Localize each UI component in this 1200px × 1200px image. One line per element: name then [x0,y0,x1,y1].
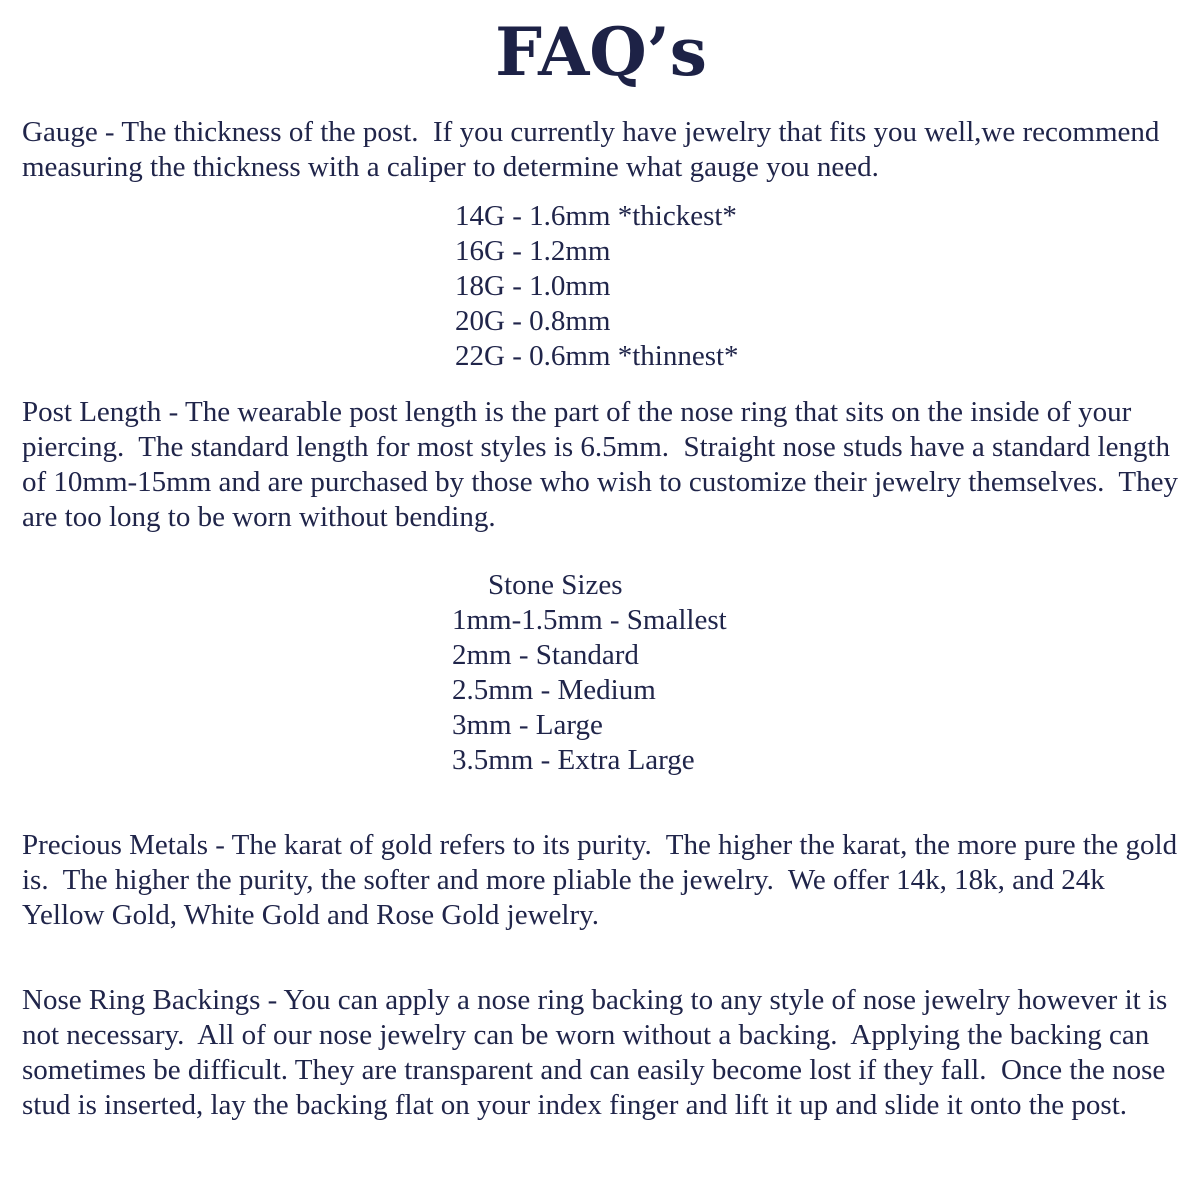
stone-size-item: 2mm - Standard [452,639,639,671]
gauge-paragraph: Gauge - The thickness of the post. If you currently have jewelry that fits you well,we recommend measuring the thickness with a caliper to determine what gauge you need. [22,116,1167,183]
stone-size-item: 1mm-1.5mm - Smallest [452,604,727,636]
stone-sizes-heading: Stone Sizes [488,569,623,601]
stone-sizes-section [22,568,1180,778]
gauge-list-item: 22G - 0.6mm *thinnest* [455,340,739,372]
gauge-list-item: 16G - 1.2mm [455,235,611,267]
gauge-list-item: 18G - 1.0mm [455,270,611,302]
stone-sizes-list [452,603,1180,778]
stone-size-item: 2.5mm - Medium [452,674,656,706]
gauge-list-item: 14G - 1.6mm *thickest* [455,200,737,232]
stone-size-item: 3mm - Large [452,709,603,741]
gauge-list-item: 20G - 0.8mm [455,305,611,337]
page-title: FAQ’s [495,13,707,91]
nose-ring-backings-paragraph: Nose Ring Backings - You can apply a nose ring backing to any style of nose jewelry however it is not necessary. All of our nose jewelry can be worn without a backing. Applying the backing can sometimes be difficult. They are transparent and can easily become lost if they fall. Once the nose stud is inserted, lay the backing flat on your index finger and lift it up and slide it onto the post. [22,984,1175,1121]
stone-size-item: 3.5mm - Extra Large [452,744,695,776]
post-length-paragraph: Post Length - The wearable post length is the part of the nose ring that sits on the inside of your piercing. The standard length for most styles is 6.5mm. Straight nose studs have a standard length of 10mm-15mm and are purchased by those who wish to customize their jewelry themselves. They are too long to be worn without bending. [22,396,1186,533]
gauge-size-list [455,199,1180,374]
precious-metals-paragraph: Precious Metals - The karat of gold refers to its purity. The higher the karat, the more pure the gold is. The higher the purity, the softer and more pliable the jewelry. We offer 14k, 18k, and 24k Yellow Gold, White Gold and Rose Gold jewelry. [22,829,1185,931]
